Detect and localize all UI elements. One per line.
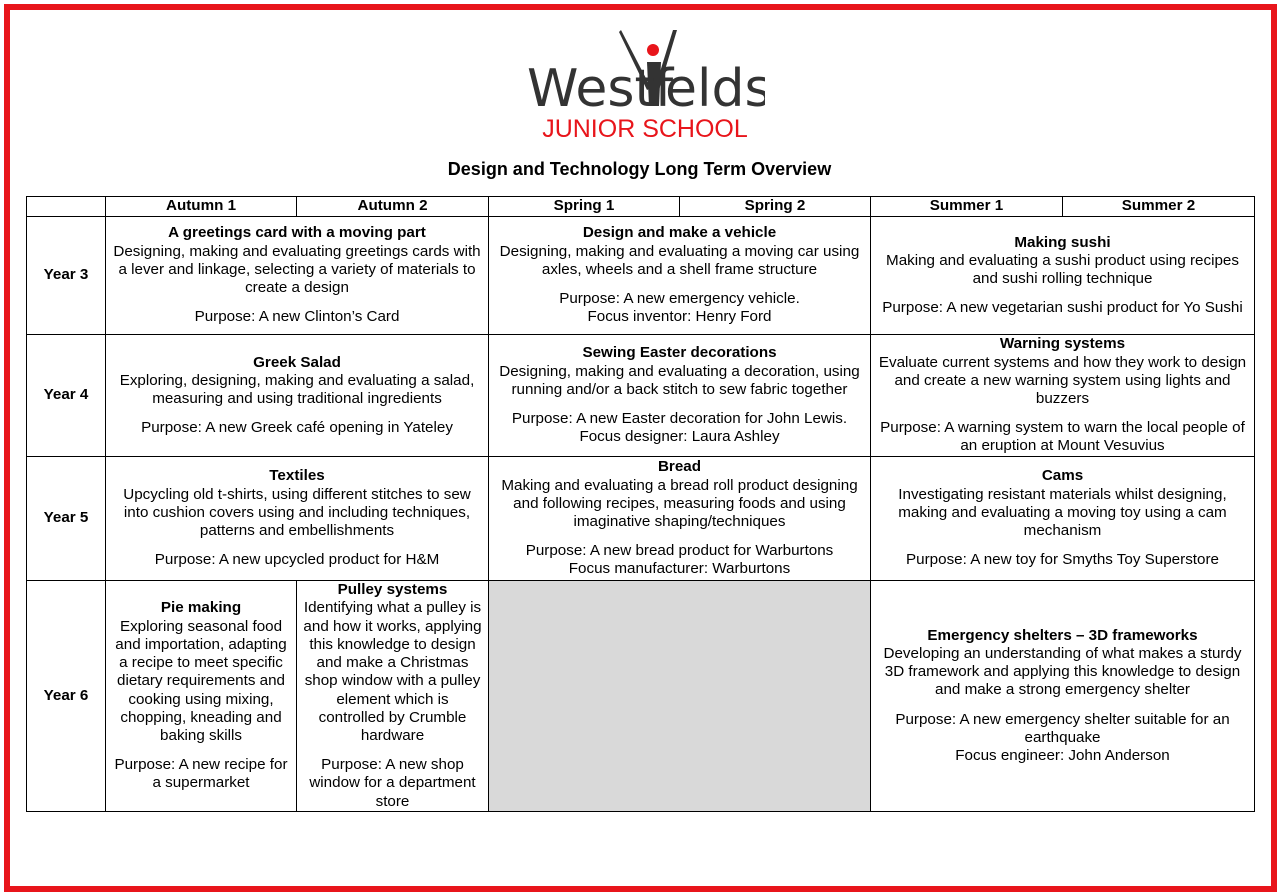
project-purpose: Purpose: A new vegetarian sushi product for Yo Sushi <box>882 299 1243 317</box>
logo-name-hidden: Westfields <box>525 28 530 29</box>
project-description: Developing an understanding of what makes a sturdy 3D framework and applying this knowledge to design and make a strong emergency shelter <box>883 644 1242 699</box>
project-title: Pulley systems <box>337 581 448 599</box>
year3-autumn-cell <box>106 217 489 335</box>
project-purpose: Purpose: A new recipe for a supermarket <box>114 756 288 792</box>
page-title: Design and Technology Long Term Overview <box>447 159 832 179</box>
project-description: Identifying what a pulley is and how it works, applying this knowledge to design and make a Christmas shop window with a pulley element which is controlled by Crumble hardware <box>303 599 482 744</box>
header-summer-2: Summer 2 <box>1063 197 1255 217</box>
project-description: Upcycling old t-shirts, using different stitches to sew into cushion covers using and including techniques, patterns and embellishments <box>123 485 471 540</box>
project-description: Making and evaluating a sushi product using recipes and sushi rolling technique <box>886 251 1239 287</box>
header-corner <box>27 197 106 217</box>
project-description: Designing, making and evaluating greetings cards with a lever and linkage, selecting a variety of materials to create a design <box>113 242 481 297</box>
table-row <box>27 335 1255 457</box>
project-focus: Focus designer: Laura Ashley <box>579 428 780 446</box>
project-description: Designing, making and evaluating a decoration, using running and/or a back stitch to sew fabric together <box>499 362 860 398</box>
project-purpose: Purpose: A new bread product for Warburtons <box>525 542 834 560</box>
project-title: Sewing Easter decorations <box>582 344 777 362</box>
year6-autumn2-cell <box>297 581 489 812</box>
project-purpose: Purpose: A new toy for Smyths Toy Superstore <box>906 551 1219 569</box>
project-title: Bread <box>657 458 702 476</box>
school-logo <box>525 28 765 144</box>
year6-autumn1-cell <box>106 581 297 812</box>
year6-spring-empty-cell <box>489 581 871 812</box>
header-summer-1: Summer 1 <box>871 197 1063 217</box>
year3-summer-cell <box>871 217 1255 335</box>
project-description: Making and evaluating a bread roll product designing and following recipes, measuring foods and using imaginative shaping/techniques <box>501 476 858 530</box>
project-purpose: Purpose: A new emergency shelter suitable for an earthquake <box>895 710 1230 746</box>
year-label: Year 6 <box>27 581 106 812</box>
header-autumn-1: Autumn 1 <box>106 197 297 217</box>
year5-summer-cell <box>871 457 1255 581</box>
project-description: Exploring seasonal food and importation, adapting a recipe to meet specific dietary requirements and cooking using mixing, chopping, kneading and baking skills <box>115 617 287 744</box>
project-focus: Focus inventor: Henry Ford <box>587 308 772 326</box>
year6-summer-cell <box>871 581 1255 812</box>
project-purpose: Purpose: A warning system to warn the local people of an eruption at Mount Vesuvius <box>880 419 1245 455</box>
year-label: Year 3 <box>27 217 106 335</box>
project-title: Cams <box>1041 467 1084 485</box>
year4-autumn-cell <box>106 335 489 457</box>
logo-subtitle: JUNIOR SCHOOL <box>542 115 748 143</box>
project-description: Designing, making and evaluating a moving car using axles, wheels and a shell frame structure <box>499 242 860 278</box>
year-label: Year 5 <box>27 457 106 581</box>
project-purpose: Purpose: A new Greek café opening in Yateley <box>141 419 453 437</box>
project-focus: Focus manufacturer: Warburtons <box>568 560 791 578</box>
project-title: A greetings card with a moving part <box>168 224 426 242</box>
year3-spring-cell <box>489 217 871 335</box>
table-row <box>27 217 1255 335</box>
project-purpose: Purpose: A new Clinton’s Card <box>194 308 400 326</box>
logo-wordmark-right: elds <box>665 59 765 119</box>
year5-spring-cell <box>489 457 871 581</box>
project-title: Warning systems <box>999 335 1126 353</box>
year4-summer-cell <box>871 335 1255 457</box>
year4-spring-cell <box>489 335 871 457</box>
figure-head <box>647 44 659 56</box>
year-label: Year 4 <box>27 335 106 457</box>
project-title: Making sushi <box>1014 233 1111 251</box>
project-title: Textiles <box>269 467 325 485</box>
project-title: Emergency shelters – 3D frameworks <box>927 626 1198 644</box>
year5-autumn-cell <box>106 457 489 581</box>
logo-wordmark-left: Westf <box>527 59 674 119</box>
project-description: Evaluate current systems and how they work to design and create a new warning system using lights and buzzers <box>878 353 1247 407</box>
header-spring-2: Spring 2 <box>680 197 871 217</box>
logo-graphic <box>525 28 765 144</box>
table-row <box>27 457 1255 581</box>
project-purpose: Purpose: A new emergency vehicle. <box>559 290 800 308</box>
project-title: Design and make a vehicle <box>582 224 777 242</box>
header-spring-1: Spring 1 <box>489 197 680 217</box>
project-purpose: Purpose: A new shop window for a department store <box>309 756 476 810</box>
header-row <box>27 197 1255 217</box>
project-purpose: Purpose: A new Easter decoration for John Lewis. <box>511 410 848 428</box>
project-description: Exploring, designing, making and evaluating a salad, measuring and using traditional ingredients <box>119 371 475 407</box>
overview-table <box>26 196 1255 812</box>
project-purpose: Purpose: A new upcycled product for H&M <box>154 551 440 569</box>
project-focus: Focus engineer: John Anderson <box>955 747 1170 764</box>
header-autumn-2: Autumn 2 <box>297 197 489 217</box>
project-description: Investigating resistant materials whilst designing, making and evaluating a moving toy using a cam mechanism <box>898 485 1227 540</box>
project-title: Pie making <box>160 599 242 617</box>
table-row <box>27 581 1255 812</box>
project-title: Greek Salad <box>253 353 341 371</box>
